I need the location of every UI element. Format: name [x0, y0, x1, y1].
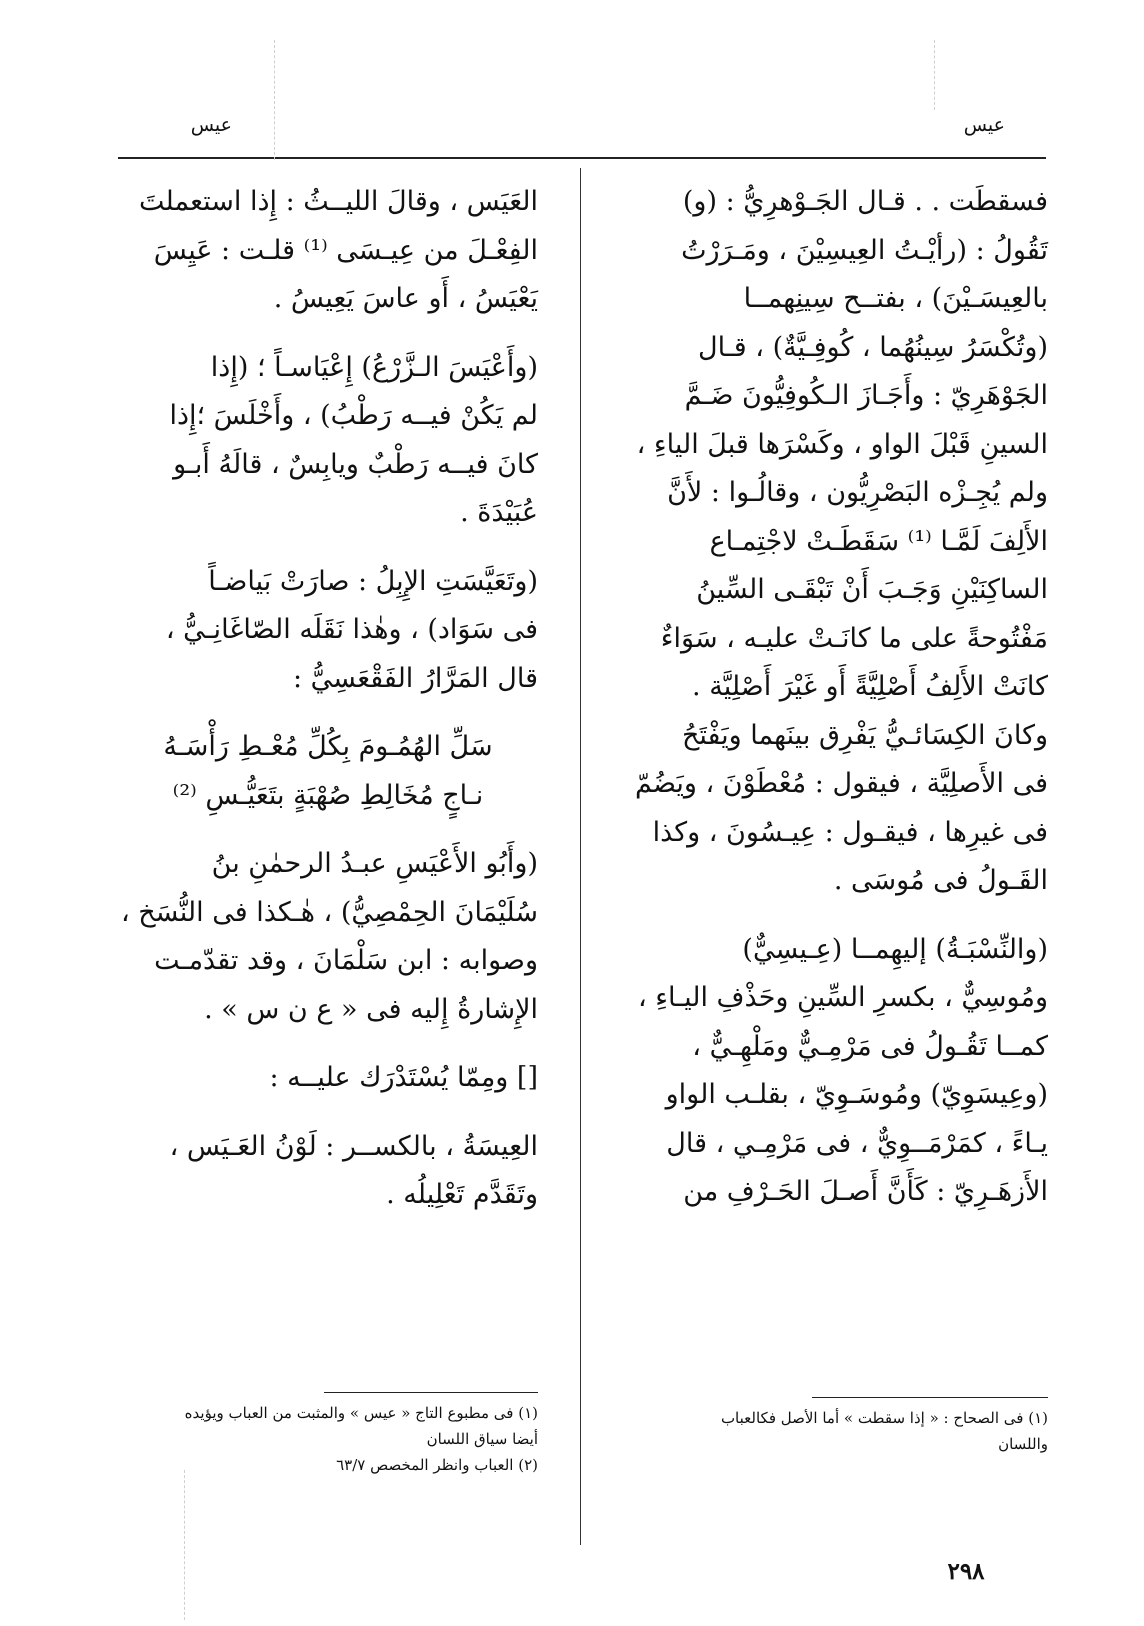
- text-line: كانَتْ الأَلِفُ أَصْلِيَّةً أَو غَيْرَ أَصْلِيَّة .: [692, 671, 1048, 702]
- text-line: سُلَيْمَانَ الحِمْصِيُّ) ، هٰـكذا فى النُّسَخ ،: [120, 896, 538, 928]
- text-line: كمــا تَقُـولُ فى مَرْمِـيٌّ ومَلْهِـيٌّ ،: [692, 1030, 1048, 1062]
- text-line: ومُوسِيٌّ ، بكسرِ السِّينِ وحَذْفِ اليـاءِ ،: [637, 982, 1048, 1013]
- text-line: فى الأَصلِيَّة ، فيقول : مُعْطَوْنَ ، ويَضُمّ: [634, 768, 1048, 799]
- running-head-right: عيس: [963, 114, 1005, 136]
- text-line: الإِشارةُ إِليه فى « ع ن س » .: [204, 993, 538, 1025]
- footnote: واللسان: [998, 1435, 1048, 1453]
- text-line: قال المَرَّارُ الفَقْعَسِيُّ :: [292, 662, 538, 694]
- text-line: الفِعْـلَ من عِيـسَى ⁽¹⁾ قلـت : عَيِسَ: [153, 234, 538, 266]
- text-line: (وتُكْسَرُ سِينُهُما ، كُوفِـيَّةٌ) ، قـال: [698, 331, 1048, 363]
- text-line: [] ومِمّا يُسْتَدْرَك عليــه :: [269, 1062, 538, 1093]
- running-head-left: عيس: [190, 114, 232, 136]
- scan-guide-line: [934, 40, 935, 110]
- footnote: (١) فى مطبوع التاج « عيس » والمثبت من العباب ويؤيده: [184, 1404, 538, 1422]
- text-line: وتَقَدَّم تَعْلِيلُه .: [386, 1179, 538, 1210]
- text-line: الأَزهَـرِيّ : كَأَنَّ أَصـلَ الحَـرْفِ من: [683, 1176, 1048, 1207]
- column-divider: [580, 168, 581, 1545]
- verse-line: سَلِّ الهُمُـومَ بِكُلِّ مُعْـطِ رَأْسَـهُ: [163, 731, 493, 762]
- left-column: [118, 178, 538, 1220]
- footnote-rule: [812, 1397, 1048, 1398]
- scan-guide-line: [274, 40, 275, 160]
- text-line: (وأَبُو الأَعْيَسِ عبـدُ الرحمٰنِ بنُ: [211, 848, 538, 879]
- text-line: كانَ فيــه رَطْبٌ ويابِسٌ ، قالَهُ أَبـو: [173, 448, 538, 480]
- text-line: الأَلِفَ لَمَّـا ⁽¹⁾ سَقَطَـتْ لاجْتِمـاع: [709, 525, 1048, 557]
- text-line: يـاءً ، كمَرْمَــوِيٌّ ، فى مَرْمِـي ، قال: [666, 1127, 1048, 1159]
- text-line: فى سَوَاد) ، وهٰذا نَقَلَه الصّاغَانِـيُّ ،: [165, 614, 538, 645]
- text-line: العَيَس ، وقالَ الليــثُ : إِذا استعملتَ: [139, 186, 538, 217]
- text-line: بالعِيسَـيْنَ) ، بفتــح سِينِهمــا: [743, 283, 1048, 314]
- text-line: (والنِّسْبَـةُ) إليهِمــا (عِـيسِيٌّ): [742, 933, 1048, 965]
- footnote: أيضا سياق اللسان: [426, 1430, 538, 1448]
- header-rule: [118, 157, 1046, 159]
- verse-line: نـاجٍ مُخَالِطِ صُهْبَةٍ بتَعَيُّـسِ ⁽²⁾: [172, 779, 484, 811]
- text-line: ولم يُجِـزْه البَصْرِيُّون ، وقالُـوا : لأَنَّ: [667, 477, 1048, 508]
- footnotes-left: [118, 1400, 538, 1478]
- text-line: السينِ قَبْلَ الواو ، وكَسْرَها قبلَ الياءِ ،: [636, 428, 1048, 460]
- text-line: وكانَ الكِسَائـيُّ يَفْرِق بينَهما ويَفْتَحُ: [681, 719, 1048, 751]
- right-column: [608, 178, 1048, 1217]
- text-line: العِيسَةُ ، بالكســر : لَوْنُ العَـيَس ،: [169, 1130, 538, 1162]
- text-line: فسقطَت . . قـال الجَـوْهرِيُّ : (و): [682, 186, 1048, 217]
- scan-guide-line: [184, 1470, 185, 1620]
- text-line: (وعِيسَوِيّ) ومُوسَـوِيّ ، بقلـب الواو: [665, 1079, 1048, 1110]
- footnote: (٢) العباب وانظر المخصص ٦٣/٧: [336, 1456, 538, 1474]
- text-line: مَفْتُوحةً على ما كانَـتْ عليـه ، سَوَاءٌ: [660, 622, 1048, 654]
- text-line: (وتَعَيَّسَتِ الإِبِلُ : صارَتْ بَياضـاً: [208, 565, 538, 597]
- text-line: يَعْيَسُ ، أَو عاسَ يَعِيسُ .: [273, 283, 538, 314]
- text-line: لم يَكُنْ فيــه رَطْبُ) ، وأَخْلَسَ ؛إِذا: [169, 400, 538, 431]
- text-line: الساكِنَيْنِ وَجَـبَ أَنْ تَبْقَـى السِّينُ: [696, 574, 1048, 605]
- text-line: وصوابه : ابن سَلْمَانَ ، وقد تقدّمـت: [154, 945, 538, 976]
- text-line: فى غيرِها ، فيقـول : عِيـسُونَ ، وكذا: [652, 816, 1048, 848]
- text-line: (وأَعْيَسَ الـزَّرْعُ) إِعْيَاسـاً ؛ (إِذا: [210, 351, 538, 383]
- text-line: عُبَيْدَةَ .: [460, 497, 538, 528]
- footnotes-right: [608, 1405, 1048, 1457]
- text-line: الجَوْهَرِيّ : وأَجَـازَ الـكُوفِيُّونَ ضَـمَّ: [684, 380, 1048, 411]
- page-number: ٢٩٨: [947, 1558, 985, 1585]
- text-line: تَقُولُ : (رأيْـتُ العِيسِيْنَ ، ومَـرَرْتُ: [681, 234, 1048, 266]
- footnote-rule: [324, 1392, 538, 1393]
- footnote: (١) فى الصحاح : « إذا سقطت » أما الأصل فكالعباب: [720, 1409, 1048, 1427]
- text-line: القَـولُ فى مُوسَى .: [833, 865, 1048, 896]
